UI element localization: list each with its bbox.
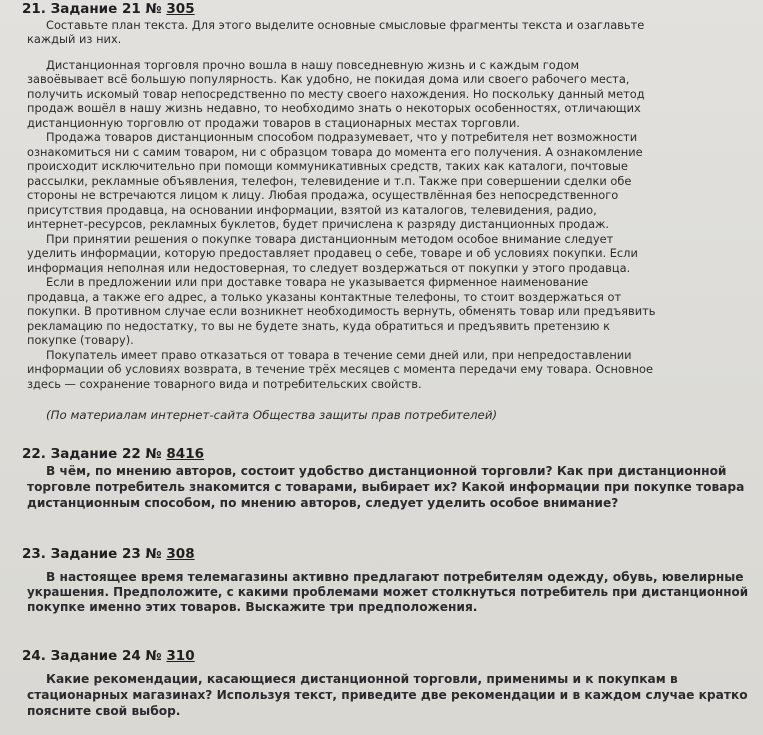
task-24-number-link[interactable]: 310 xyxy=(166,648,195,664)
task-24-line-1: Какие рекомендации, касающиеся дистанционной торговли, применимы и к покупкам в xyxy=(46,672,678,686)
text-line-20: покупке (товару). xyxy=(27,333,134,347)
task-21-label: 21. Задание 21 № xyxy=(22,1,162,17)
task-23-number-link[interactable]: 308 xyxy=(166,546,195,562)
task-21-heading xyxy=(22,1,195,17)
text-line-21: Покупатель имеет право отказаться от товара в течение семи дней или, при непредоставлении xyxy=(46,348,632,362)
task-23-line-3: покупке именно этих товаров. Выскажите три предположения. xyxy=(27,600,478,614)
text-line-12: интернет-ресурсов, рекламных буклетов, будет причислена к разряду дистанционных продаж. xyxy=(27,217,610,231)
task-23-label: 23. Задание 23 № xyxy=(22,546,162,562)
text-line-9: рассылки, рекламные объявления, телефон, телевидение и т.п. Также при совершении сделки обе xyxy=(27,174,632,188)
task-21-instruction-line-2: каждый из них. xyxy=(27,32,122,46)
task-23-line-2: украшения. Предположите, с какими проблемами может столкнуться потребитель при дистанционной xyxy=(27,585,749,599)
text-line-8: происходит исключительно при помощи коммуникативных средств, таких как каталоги, почтовые xyxy=(27,159,628,173)
task-21-number-link[interactable]: 305 xyxy=(166,1,195,17)
text-line-14: уделить информации, которую предоставляет продавец о себе, товаре и об условиях покупки. Если xyxy=(27,246,638,260)
task-22-line-3: дистанционным способом, по мнению авторов, следует уделить особое внимание? xyxy=(27,496,619,510)
text-line-5: дистанционную торговлю от продажи товаров в стационарных местах торговли. xyxy=(27,116,520,130)
text-line-6: Продажа товаров дистанционным способом подразумевает, что у потребителя нет возможности xyxy=(46,130,638,144)
task-22-line-1: В чём, по мнению авторов, состоит удобство дистанционной торговли? Как при дистанционной xyxy=(46,464,727,478)
task-24-line-3: поясните свой выбор. xyxy=(27,704,181,718)
text-line-16: Если в предложении или при доставке товара не указывается фирменное наименование xyxy=(46,275,589,289)
text-line-7: ознакомиться ни с самим товаром, ни с образцом товара до момента его получения. А ознакомление xyxy=(27,145,643,159)
text-line-1: Дистанционная торговля прочно вошла в нашу повседневную жизнь и с каждым годом xyxy=(46,58,580,72)
text-line-23: здесь — сохранение товарного вида и потребительских свойств. xyxy=(27,377,422,391)
source-citation: (По материалам интернет-сайта Общества защиты прав потребителей) xyxy=(46,408,498,422)
task-22-label: 22. Задание 22 № xyxy=(22,446,162,462)
task-23-heading xyxy=(22,546,195,562)
task-22-line-2: торговле потребитель знакомится с товарами, выбирает их? Какой информации при покупке товара xyxy=(27,480,745,494)
task-24-heading xyxy=(22,648,195,664)
text-line-10: стороны не встречаются лицом к лицу. Любая продажа, осуществлённая без непосредственного xyxy=(27,188,619,202)
text-line-11: присутствия продавца, на основании информации, взятой из каталогов, телевидения, радио, xyxy=(27,203,597,217)
task-23-line-1: В настоящее время телемагазины активно предлагают потребителям одежду, обувь, ювелирные xyxy=(46,570,744,584)
text-line-19: рекламацию по недостатку, то вы не будете знать, куда обратиться и предъявить претензию к xyxy=(27,319,610,333)
text-line-3: получить искомый товар непосредственно по месту своего нахождения. Но поскольку данный метод xyxy=(27,87,645,101)
task-21-instruction-line-1: Составьте план текста. Для этого выделите основные смысловые фрагменты текста и озаглавьте xyxy=(46,18,645,32)
task-22-heading xyxy=(22,446,204,462)
text-line-18: покупки. В противном случае если возникнет необходимость вернуть, обменять товар или предъявить xyxy=(27,304,656,318)
text-line-17: продавца, а также его адрес, а только указаны контактные телефоны, то стоит воздержаться от xyxy=(27,290,622,304)
task-22-number-link[interactable]: 8416 xyxy=(166,446,204,462)
text-line-2: завоёвывает всё большую популярность. Как удобно, не покидая дома или своего рабочего места, xyxy=(27,72,630,86)
text-line-22: информации об условиях возврата, в течение трёх месяцев с момента передачи ему товара. Основное xyxy=(27,362,654,376)
text-line-4: продаж вошёл в нашу жизнь недавно, то необходимо знать о некоторых особенностях, отличающих xyxy=(27,101,641,115)
text-line-15: информация неполная или недостоверная, то следует воздержаться от покупки у этого продавца. xyxy=(27,261,631,275)
task-24-label: 24. Задание 24 № xyxy=(22,648,162,664)
text-line-13: При принятии решения о покупке товара дистанционным методом особое внимание следует xyxy=(46,232,614,246)
task-24-line-2: стационарных магазинах? Используя текст, приведите две рекомендации и в каждом случае кратко xyxy=(27,688,748,702)
